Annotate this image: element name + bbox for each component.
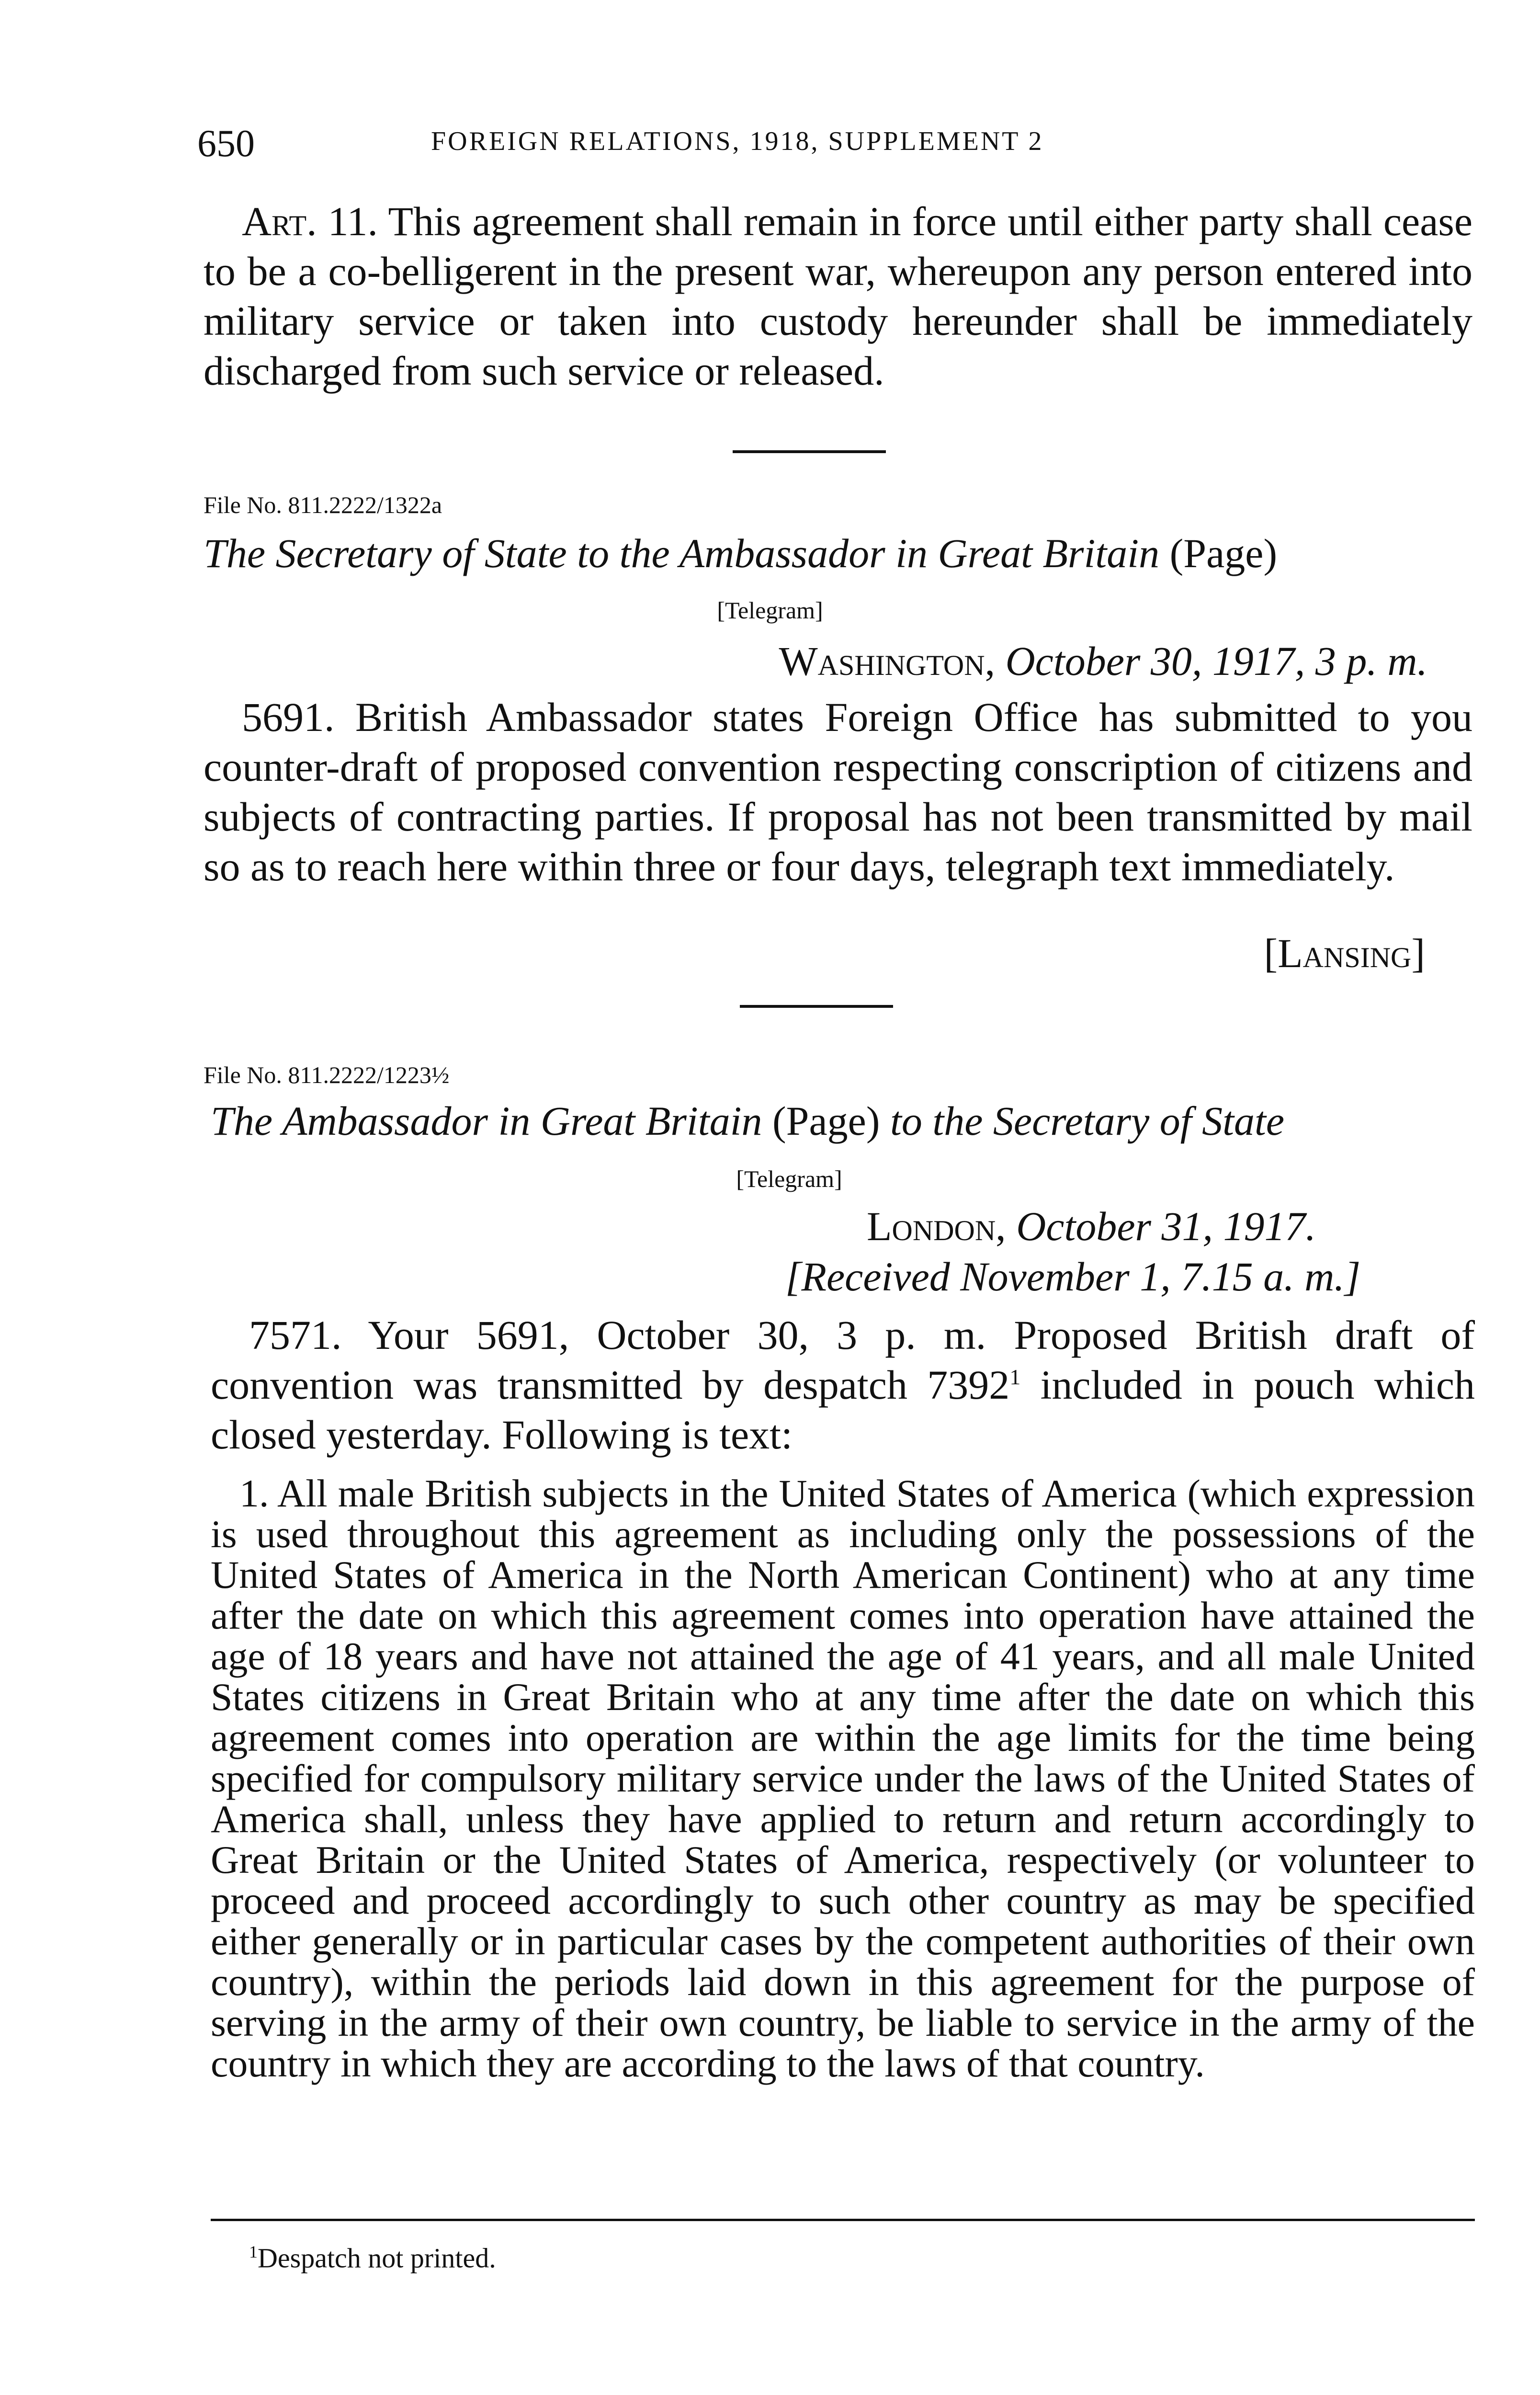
document-1-body-text: 5691. British Ambassador states Foreign Office has submitted to you counter-draft of proposed convention respecting conscription of citizens and subjects of contracting parties. If proposal has not been transmitted by mail so as to reach here within three or four days, telegraph text immediately. — [204, 694, 1472, 890]
document-1-heading-main: The Secretary of State to the Ambassador in Great Britain — [204, 530, 1160, 576]
document-1-body — [204, 692, 1472, 891]
dateline-2-place: London, — [867, 1203, 1006, 1249]
footnote-marker: 1 — [249, 2242, 258, 2261]
clause-1: 1. All male British subjects in the United States of America (which expression is used throughout this agreement as including only the possessions of the United States of America in the North American Continent) who at any time after the date on which this agreement comes into operation have attained the age of 18 years and have not attained the age of 41 years, and all male United States citizens in Great Britain who at any time after the date on which this agreement comes into operation are within the age limits for the time being specified for compulsory military service under the laws of the United States of America shall, unless they have applied to return and return accordingly to Great Britain or the United States of America, respectively (or volunteer to proceed and proceed accordingly to such other country as may be specified either generally or in particular cases by the competent authorities of their own country), within the periods laid down in this agreement for the purpose of serving in the army of their own country, be liable to service in the army of the country in which they are according to the laws of that country. — [211, 1471, 1475, 2085]
footnote-ref: 1 — [1009, 1365, 1021, 1389]
dateline-1-date: October 30, 1917, 3 p. m. — [1005, 638, 1427, 684]
page-number: 650 — [197, 123, 255, 165]
document-1-heading — [204, 529, 1472, 577]
signature-lansing: [Lansing] — [1264, 930, 1425, 976]
received-line: [Received November 1, 7.15 a. m.] — [785, 1254, 1361, 1300]
section-divider — [740, 1005, 893, 1008]
article-11-paragraph — [204, 196, 1472, 396]
footnote — [249, 2242, 496, 2274]
article-11-text: This agreement shall remain in force until either party shall cease to be a co-belligerent in the present war, whereupon any person entered into military service or taken into custody hereunder shall be immediately discharged from such service or released. — [204, 198, 1473, 394]
footnote-text: Despatch not printed. — [258, 2242, 496, 2274]
dateline-2-date: October 31, 1917. — [1016, 1203, 1316, 1249]
footnote-rule — [211, 2219, 1475, 2221]
document-2-heading-paren: (Page) — [772, 1098, 880, 1144]
document-1-heading-paren: (Page) — [1169, 530, 1278, 576]
file-number-1: File No. 811.2222/1322a — [204, 491, 442, 518]
section-divider — [733, 450, 886, 453]
document-2-body — [211, 1310, 1475, 1460]
document-2-body-after-ref: included in pouch which closed yesterday. Following is text: — [211, 1362, 1475, 1458]
dateline-1 — [779, 637, 1428, 685]
document-2-heading — [211, 1097, 1480, 1145]
article-11-lead: Art. 11. — [242, 198, 378, 244]
dateline-2 — [867, 1202, 1316, 1250]
document-2-body-before-ref: 7571. Your 5691, October 30, 3 p. m. Proposed British draft of convention was transmitted by despatch 7392 — [211, 1312, 1475, 1408]
telegram-label-1: [Telegram] — [717, 597, 823, 624]
telegram-label-2: [Telegram] — [736, 1165, 842, 1192]
document-2-heading-part1: The Ambassador in Great Britain — [211, 1098, 762, 1144]
file-number-2: File No. 811.2222/1223½ — [204, 1061, 450, 1088]
dateline-1-place: Washington, — [779, 638, 996, 684]
document-2-heading-part2: to the Secretary of State — [890, 1098, 1285, 1144]
running-head: FOREIGN RELATIONS, 1918, SUPPLEMENT 2 — [431, 126, 1044, 156]
